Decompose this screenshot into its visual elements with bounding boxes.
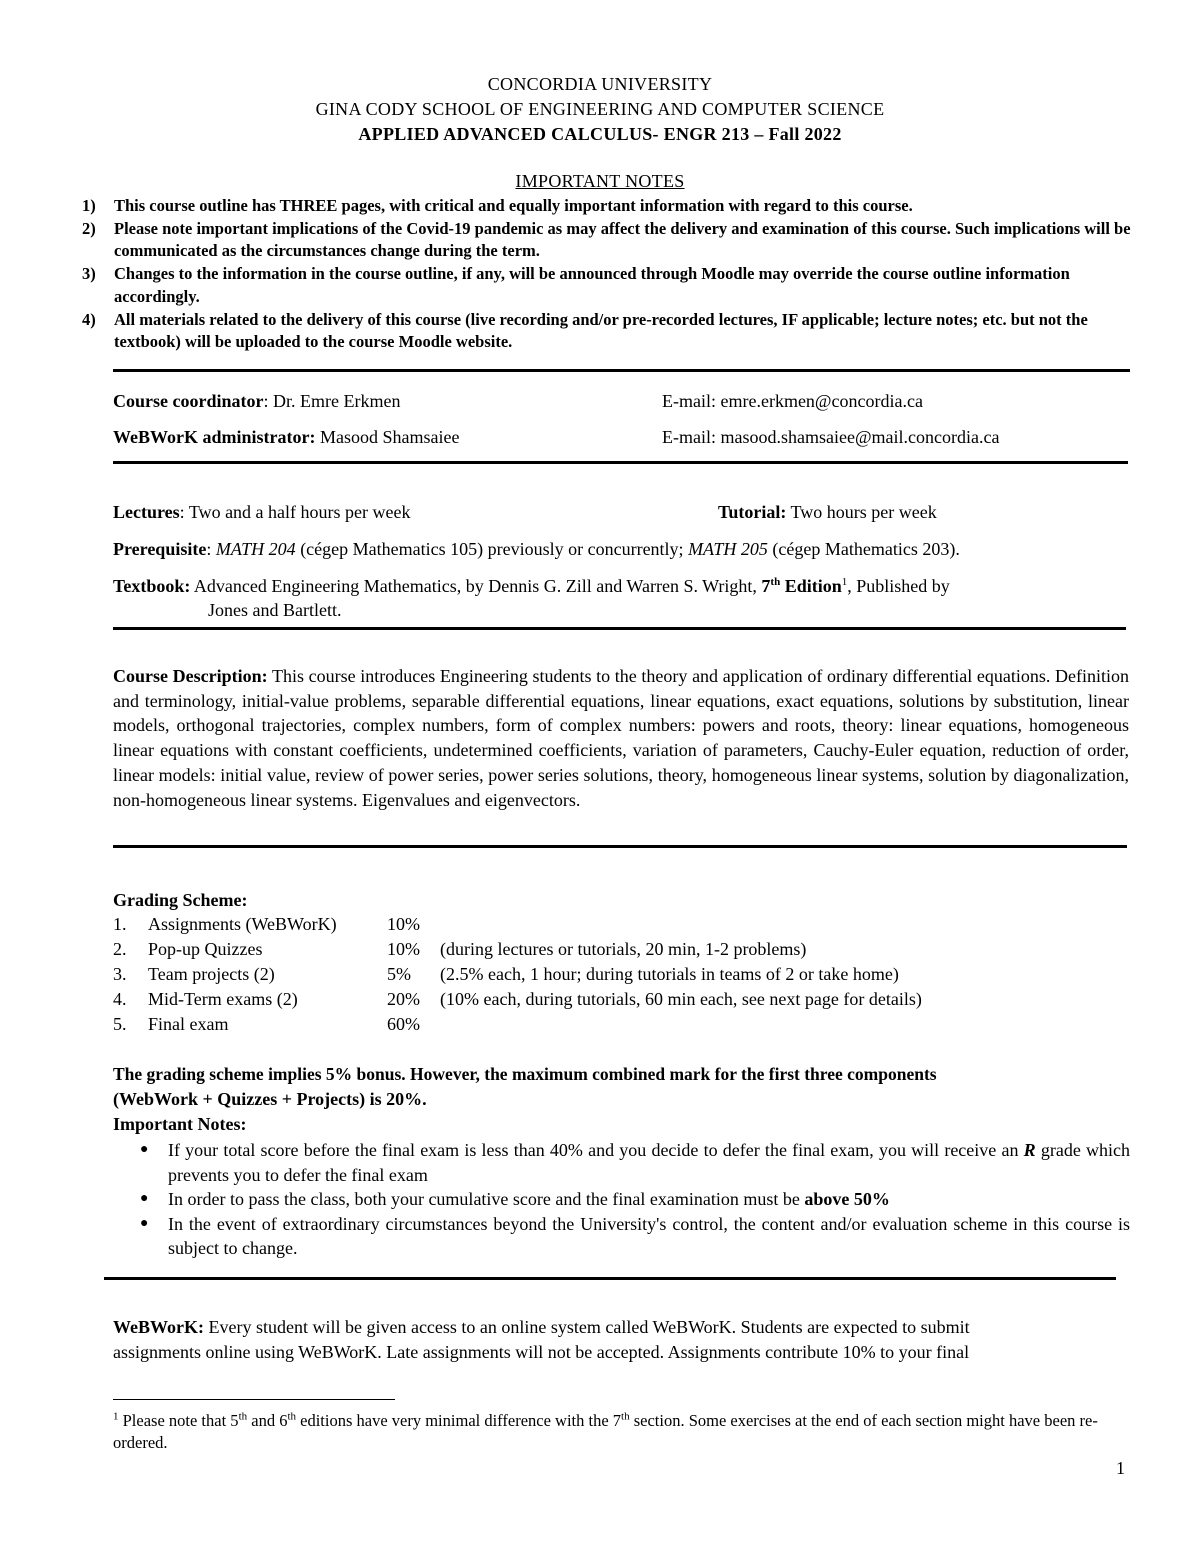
textbook-line: Textbook: Advanced Engineering Mathematics, by Dennis G. Zill and Warren S. Wright, 7th Edition$^1$, Published by (113, 576, 950, 596)
lectures-line: Lectures: Two and a half hours per week (113, 502, 411, 522)
bullet-icon: ● (140, 1142, 149, 1157)
bullet-item: ● In the event of extraordinary circumstances beyond the University's control, the content and/or evaluation scheme in this course is subject to change. (140, 1213, 1130, 1258)
divider (113, 627, 1126, 630)
page-number: 1 (1116, 1458, 1125, 1478)
footnote: $^1$ Please note that 5th and 6th editions have very minimal difference with the 7th section. Some exercises at the end of each section might have been re-ordered. (113, 1410, 1098, 1452)
bonus-line-2: (WebWork + Quizzes + Projects) is 20%. (113, 1089, 427, 1109)
tutorial-line: Tutorial: Two hours per week (718, 502, 937, 522)
divider (113, 369, 1130, 372)
note-item: 4) All materials related to the delivery of this course (live recording and/or pre-recorded lectures, IF applicable; lecture notes; etc. but not the textbook) will be uploaded to the course Moodle website. (82, 309, 1088, 352)
webwork-line-1: WeBWorK: Every student will be given access to an online system called WeBWorK. Students are expected to submit (113, 1317, 970, 1337)
bullet-item: ● In order to pass the class, both your cumulative score and the final examination must be above 50% (140, 1187, 1130, 1212)
important-notes-subtitle: Important Notes: (113, 1114, 247, 1134)
footnote-divider (113, 1399, 395, 1400)
textbook-publisher: Jones and Bartlett. (208, 600, 342, 620)
course-outline-page: CONCORDIA UNIVERSITY GINA CODY SCHOOL OF ENGINEERING AND COMPUTER SCIENCE APPLIED ADVANCED CALCULUS- ENGR 213 – Fall 2022 IMPORTANT NOTES 1) This course outline has THREE pages, with critical and equally important information with regard to this course. 2) Please note important implications of the Covid-19 pandemic as may affect the delivery and examination of this course. Such implications will be communicated as the circumstances change during the term. 3) Changes to the information in the course outline, if any, will be announced through Moodle may override the course outline information accordingly. 4) All materials related to the delivery of this course (live recording and/or pre-recorded lectures, IF applicable; lecture notes; etc. but not the textbook) will be uploaded to the course Moodle website. Course coordinator: Dr. Emre Erkmen E-mail: emre.erkmen@concordia.ca WeBWorK administrator: Masood Shamsaiee E-mail: masood.shamsaiee@mail.concordia.ca Lectures: Two and a half hours per week Tutorial: Two hours per week Prerequisite: MATH 204 (cégep Mathematics 105) previously or concurrently; MATH 205 (cégep Mathematics 203). Textbook: Advanced Engineering Mathematics, by Dennis G. Zill and Warren S. Wright, 7th Edition$^1$, Published by Jones and Bartlett. Course Description: This course introduces Engineering students to the theory and application of ordinary differential equations. Definition and terminology, initial-value problems, separable differential equations, linear equations, exact equations, solutions by substitution, linear models, orthogonal trajectories, complex numbers, form of complex numbers: powers and roots, theory: linear equations, homogeneous linear equations with constant coefficients, undetermined coefficients, variation of parameters, Cauchy-Euler equation, reduction of order, linear models: initial value, review of power series, power series solutions, theory, homogeneous linear systems, solution by diagonalization, non-homogeneous linear systems. Eigenvalues and eigenvectors. Grading Scheme: 1. Assignments (WeBWorK) 10% 2. Pop-up Quizzes 10% (during lectures or tutorials, 20 min, 1-2 problems) 3. Team projects (2) 5% (2.5% each, 1 hour; during tutorials in teams of 2 or take home) 4. Mid-Term exams (2) 20% (10% each, during tutorials, 60 min each, see next page for details) 5. Final exam 60% The grading scheme implies 5% bonus. However, the maximum combined mark for the first three components (WebWork + Quizzes + Projects) is 20%. Important Notes: ● If your total score before the final exam is less than 40% and you decide to defer the final exam, you will receive an R grade which prevents you to defer the final exam ● In order to pass the class, both your cumulative score and the final examination must be above 50% ● In the event of extraordinary circumstances beyond the University's control, the content and/or evaluation scheme in this course is subject to change. WeBWorK: Every student will be given access to an online system called WeBWorK. Students are expected to submit assignments online using WeBWorK. Late assignments will not be accepted. Assignments contribute 10% to your final $^1$ Please note that 5th and 6th editions have very minimal difference with the 7th section. Some exercises at the end of each section might have been re-ordered. 1 (0, 0, 1200, 1553)
note-item: 1) This course outline has THREE pages, with critical and equally important information with regard to this course. (82, 196, 913, 215)
important-notes-bullets (140, 1138, 1130, 1261)
divider (113, 845, 1127, 848)
university-name: CONCORDIA UNIVERSITY (487, 74, 713, 94)
coordinator-line: Course coordinator: Dr. Emre Erkmen (113, 391, 401, 411)
admin-email: E-mail: masood.shamsaiee@mail.concordia.ca (662, 427, 1000, 447)
bonus-line-1: The grading scheme implies 5% bonus. However, the maximum combined mark for the first three components (113, 1064, 937, 1084)
admin-line: WeBWorK administrator: Masood Shamsaiee (113, 427, 460, 447)
important-notes-title: IMPORTANT NOTES (515, 171, 685, 191)
note-item: 3) Changes to the information in the course outline, if any, will be announced through Moodle may override the course outline information accordingly. (82, 264, 1070, 306)
course-description: Course Description: This course introduces Engineering students to the theory and application of ordinary differential equations. Definition and terminology, initial-value problems, separable differential equations, linear equations, exact equations, solutions by substitution, linear models, orthogonal trajectories, complex numbers, form of complex numbers: powers and roots, theory: linear equations, homogeneous linear equations with constant coefficients, undetermined coefficients, variation of parameters, Cauchy-Euler equation, reduction of order, linear models: initial value, review of power series, power series solutions, theory, homogeneous linear systems, solution by diagonalization, non-homogeneous linear systems. Eigenvalues and eigenvectors. (113, 666, 1129, 810)
bullet-item: ● If your total score before the final exam is less than 40% and you decide to defer the final exam, you will receive an R grade which prevents you to defer the final exam (140, 1140, 1130, 1185)
note-item: 2) Please note important implications of the Covid-19 pandemic as may affect the delivery and examination of this course. Such implications will be communicated as the circumstances change during the term. (82, 218, 1131, 261)
coordinator-email: E-mail: emre.erkmen@concordia.ca (662, 391, 923, 411)
divider (113, 461, 1128, 464)
divider (104, 1277, 1116, 1280)
important-notes-list (82, 195, 1142, 354)
school-name: GINA CODY SCHOOL OF ENGINEERING AND COMPUTER SCIENCE (315, 99, 885, 119)
grading-title: Grading Scheme: (113, 890, 248, 910)
prerequisite-line: Prerequisite: MATH 204 (cégep Mathematics 105) previously or concurrently; MATH 205 (cégep Mathematics 203). (113, 539, 960, 559)
bullet-icon: ● (140, 1191, 149, 1206)
course-title: APPLIED ADVANCED CALCULUS- ENGR 213 – Fall 2022 (358, 124, 842, 144)
webwork-line-2: assignments online using WeBWorK. Late assignments will not be accepted. Assignments contribute 10% to your final (113, 1342, 970, 1362)
bullet-icon: ● (140, 1215, 149, 1231)
